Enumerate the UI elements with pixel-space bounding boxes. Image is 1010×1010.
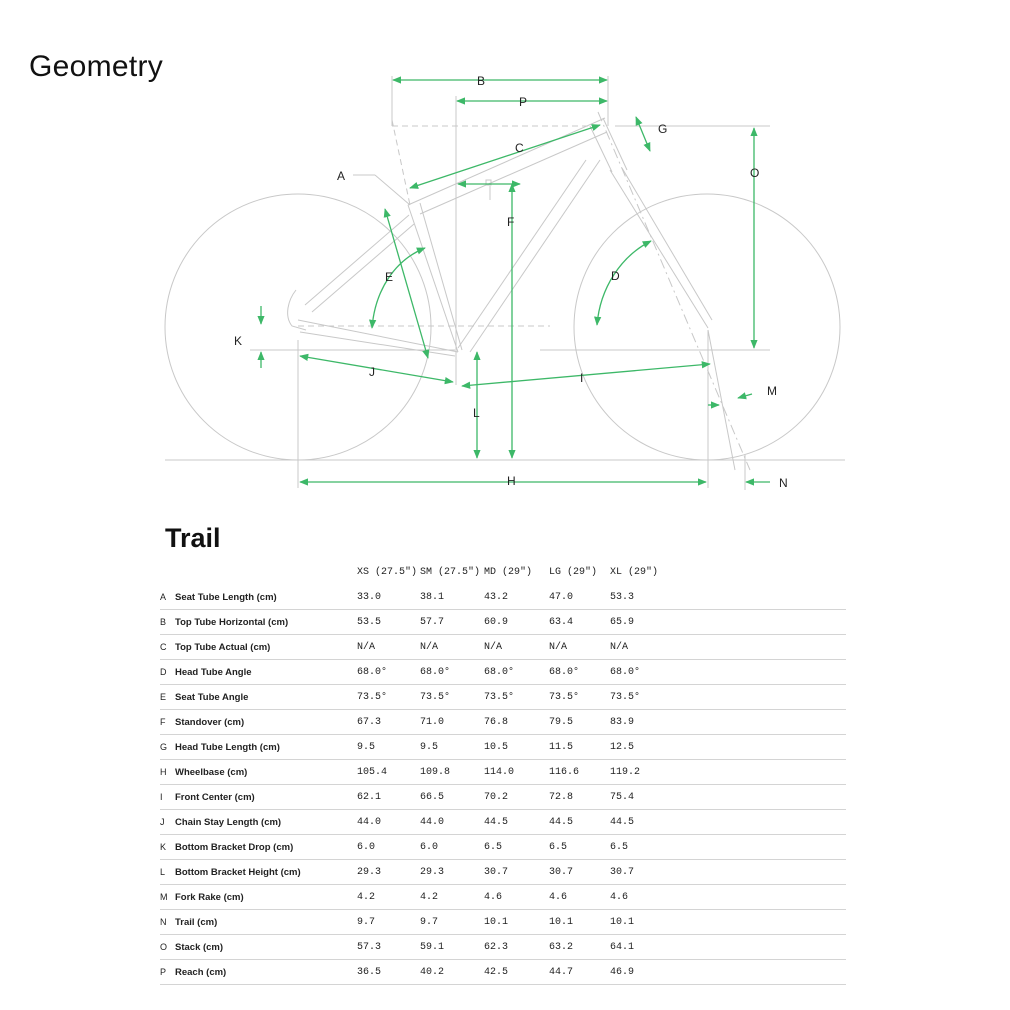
row-letter: P (160, 960, 175, 985)
row-value: 68.0° (420, 660, 484, 685)
label-b: B (477, 74, 486, 88)
row-value: 64.1 (610, 935, 846, 960)
row-value: 4.2 (357, 885, 420, 910)
label-f: F (507, 215, 515, 229)
row-letter: C (160, 635, 175, 660)
dim-c (410, 125, 600, 188)
row-letter: H (160, 760, 175, 785)
row-value: 63.4 (549, 610, 610, 635)
row-value: 10.1 (610, 910, 846, 935)
size-header: MD (29") (484, 567, 533, 578)
row-value: 47.0 (549, 585, 610, 610)
row-letter: K (160, 835, 175, 860)
row-label: Fork Rake (cm) (175, 885, 357, 910)
dimension-labels (234, 74, 788, 490)
label-d: D (611, 269, 620, 283)
table-body (160, 585, 846, 985)
table-row (160, 685, 846, 710)
row-value: 6.0 (357, 835, 420, 860)
row-value: 72.8 (549, 785, 610, 810)
row-value: 62.1 (357, 785, 420, 810)
chain-stay (298, 320, 458, 352)
row-value: 42.5 (484, 960, 549, 985)
table-row (160, 610, 846, 635)
row-value: 73.5° (549, 685, 610, 710)
row-value: 73.5° (484, 685, 549, 710)
row-value: 46.9 (610, 960, 846, 985)
row-letter: B (160, 610, 175, 635)
row-label: Trail (cm) (175, 910, 357, 935)
rear-dropout (288, 290, 306, 330)
row-value: 70.2 (484, 785, 549, 810)
row-value: 68.0° (610, 660, 846, 685)
row-value: 76.8 (484, 710, 549, 735)
row-value: 71.0 (420, 710, 484, 735)
row-label: Chain Stay Length (cm) (175, 810, 357, 835)
row-value: 44.0 (420, 810, 484, 835)
row-value: 53.3 (610, 585, 846, 610)
row-label: Standover (cm) (175, 710, 357, 735)
row-label: Seat Tube Length (cm) (175, 585, 357, 610)
row-value: 68.0° (549, 660, 610, 685)
row-value: 62.3 (484, 935, 549, 960)
row-value: 10.1 (549, 910, 610, 935)
row-label: Stack (cm) (175, 935, 357, 960)
row-value: 6.5 (610, 835, 846, 860)
steering-axis (598, 112, 750, 470)
row-letter: F (160, 710, 175, 735)
row-value: 65.9 (610, 610, 846, 635)
row-value: 68.0° (484, 660, 549, 685)
size-header: XL (29") (610, 567, 659, 578)
geometry-table (160, 560, 846, 985)
table-row (160, 760, 846, 785)
row-value: 9.7 (357, 910, 420, 935)
row-value: 36.5 (357, 960, 420, 985)
row-value: 10.1 (484, 910, 549, 935)
label-n: N (779, 476, 788, 490)
table-row (160, 735, 846, 760)
row-value: 9.5 (357, 735, 420, 760)
label-m: M (767, 384, 777, 398)
row-letter: L (160, 860, 175, 885)
row-value: 105.4 (357, 760, 420, 785)
row-letter: E (160, 685, 175, 710)
row-value: 6.0 (420, 835, 484, 860)
dim-d (597, 241, 651, 325)
row-letter: O (160, 935, 175, 960)
row-value: 30.7 (484, 860, 549, 885)
row-letter: D (160, 660, 175, 685)
row-label: Bottom Bracket Drop (cm) (175, 835, 357, 860)
row-value: 67.3 (357, 710, 420, 735)
row-label: Bottom Bracket Height (cm) (175, 860, 357, 885)
row-value: 57.3 (357, 935, 420, 960)
label-p: P (519, 95, 528, 109)
row-value: 38.1 (420, 585, 484, 610)
row-value: 30.7 (549, 860, 610, 885)
row-label: Front Center (cm) (175, 785, 357, 810)
row-value: 12.5 (610, 735, 846, 760)
bike-geometry-diagram (0, 60, 1010, 500)
row-value: 73.5° (610, 685, 846, 710)
label-j: J (369, 365, 375, 379)
table-header-row (160, 560, 846, 585)
row-value: 9.5 (420, 735, 484, 760)
dim-j (300, 356, 453, 382)
row-letter: J (160, 810, 175, 835)
table-row (160, 660, 846, 685)
row-label: Top Tube Horizontal (cm) (175, 610, 357, 635)
row-value: 30.7 (610, 860, 846, 885)
row-value: 73.5° (420, 685, 484, 710)
label-i: I (580, 371, 584, 385)
row-letter: I (160, 785, 175, 810)
row-value: 73.5° (357, 685, 420, 710)
row-value: 79.5 (549, 710, 610, 735)
row-label: Top Tube Actual (cm) (175, 635, 357, 660)
table-row (160, 835, 846, 860)
bike-outline (165, 76, 845, 490)
row-label: Head Tube Length (cm) (175, 735, 357, 760)
fork (610, 170, 708, 328)
row-value: 44.5 (549, 810, 610, 835)
dim-e (372, 248, 425, 328)
row-value: 6.5 (549, 835, 610, 860)
row-value: 109.8 (420, 760, 484, 785)
row-value: 44.5 (610, 810, 846, 835)
row-label: Seat Tube Angle (175, 685, 357, 710)
page-title: Geometry (29, 50, 164, 83)
top-tube (408, 118, 605, 205)
row-value: 43.2 (484, 585, 549, 610)
row-value: 59.1 (420, 935, 484, 960)
row-label: Reach (cm) (175, 960, 357, 985)
label-o: O (750, 166, 760, 180)
row-value: 33.0 (357, 585, 420, 610)
table-row (160, 885, 846, 910)
label-h: H (507, 474, 516, 488)
row-value: 10.5 (484, 735, 549, 760)
row-value: 60.9 (484, 610, 549, 635)
row-value: N/A (357, 635, 420, 660)
seat-tube (408, 205, 458, 352)
offset-line (708, 330, 735, 470)
row-value: 68.0° (357, 660, 420, 685)
label-g: G (658, 122, 668, 136)
row-value: 4.6 (549, 885, 610, 910)
table-row (160, 810, 846, 835)
row-value: 119.2 (610, 760, 846, 785)
row-value: N/A (484, 635, 549, 660)
row-value: N/A (610, 635, 846, 660)
row-letter: A (160, 585, 175, 610)
label-e: E (385, 270, 394, 284)
row-value: 4.6 (610, 885, 846, 910)
row-letter: M (160, 885, 175, 910)
table-row (160, 785, 846, 810)
size-header: XS (27.5") (357, 567, 418, 578)
row-value: 114.0 (484, 760, 549, 785)
size-header: SM (27.5") (420, 567, 481, 578)
row-value: 57.7 (420, 610, 484, 635)
row-letter: N (160, 910, 175, 935)
seat-stay (305, 215, 409, 305)
table-row (160, 860, 846, 885)
table-row (160, 585, 846, 610)
row-value: 66.5 (420, 785, 484, 810)
row-value: 44.7 (549, 960, 610, 985)
row-value: 4.2 (420, 885, 484, 910)
row-label: Head Tube Angle (175, 660, 357, 685)
row-value: N/A (420, 635, 484, 660)
row-value: N/A (549, 635, 610, 660)
row-value: 4.6 (484, 885, 549, 910)
size-header: LG (29") (549, 567, 598, 578)
table-row (160, 635, 846, 660)
row-value: 29.3 (420, 860, 484, 885)
table-row (160, 910, 846, 935)
row-value: 63.2 (549, 935, 610, 960)
row-value: 53.5 (357, 610, 420, 635)
row-value: 44.5 (484, 810, 549, 835)
row-label: Wheelbase (cm) (175, 760, 357, 785)
row-value: 116.6 (549, 760, 610, 785)
table-row (160, 710, 846, 735)
table-row (160, 960, 846, 985)
row-letter: G (160, 735, 175, 760)
table-row (160, 935, 846, 960)
row-value: 6.5 (484, 835, 549, 860)
label-l: L (473, 406, 480, 420)
row-value: 11.5 (549, 735, 610, 760)
row-value: 40.2 (420, 960, 484, 985)
section-title: Trail (165, 523, 221, 553)
row-value: 44.0 (357, 810, 420, 835)
dim-g (636, 117, 650, 151)
row-value: 83.9 (610, 710, 846, 735)
row-value: 75.4 (610, 785, 846, 810)
row-value: 29.3 (357, 860, 420, 885)
label-c: C (515, 141, 524, 155)
dim-m-right (738, 394, 752, 398)
label-a: A (337, 169, 346, 183)
row-value: 9.7 (420, 910, 484, 935)
label-k: K (234, 334, 243, 348)
